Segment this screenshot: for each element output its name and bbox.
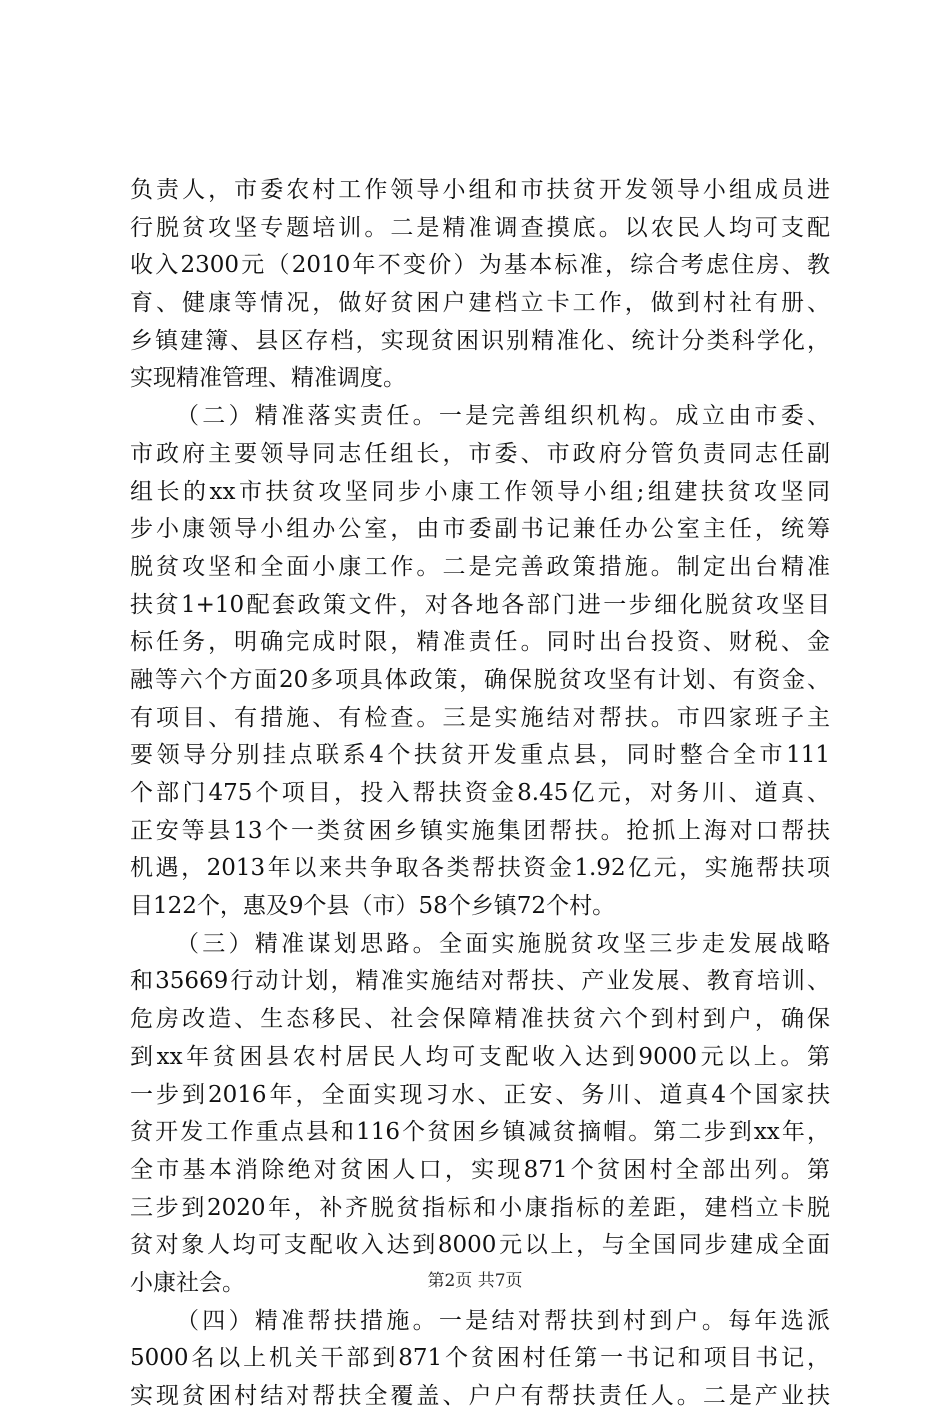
paragraph-heading-4: （四）精准帮扶措施。一是结对帮扶到村到户。每年选派 bbox=[176, 1307, 830, 1334]
text-line: 融等六个方面20多项具体政策，确保脱贫攻坚有计划、有资金、 bbox=[130, 666, 830, 693]
text-line: 小康社会。 bbox=[130, 1269, 245, 1296]
text-line: 行脱贫攻坚专题培训。二是精准调查摸底。以农民人均可支配 bbox=[130, 214, 830, 241]
text-line: 育、健康等情况，做好贫困户建档立卡工作，做到村社有册、 bbox=[130, 290, 830, 317]
document-body bbox=[130, 172, 830, 1416]
text-line: 收入2300元（2010年不变价）为基本标准，综合考虑住房、教 bbox=[130, 252, 830, 279]
text-line: 负责人，市委农村工作领导小组和市扶贫开发领导小组成员进 bbox=[130, 177, 830, 203]
text-line: 有项目、有措施、有检查。三是实施结对帮扶。市四家班子主 bbox=[130, 704, 830, 731]
text-line: 扶贫1+10配套政策文件，对各地各部门进一步细化脱贫攻坚目 bbox=[130, 591, 830, 618]
page-number: 第2页 共7页 bbox=[427, 1271, 523, 1291]
text-line: 乡镇建簿、县区存档，实现贫困识别精准化、统计分类科学化， bbox=[130, 327, 830, 354]
text-line: 全市基本消除绝对贫困人口，实现871个贫困村全部出列。第 bbox=[130, 1156, 830, 1183]
text-line: 标任务，明确完成时限，精准责任。同时出台投资、财税、金 bbox=[130, 629, 830, 656]
paragraph-heading-3: （三）精准谋划思路。全面实施脱贫攻坚三步走发展战略 bbox=[176, 930, 830, 957]
paragraph-heading-2: （二）精准落实责任。一是完善组织机构。成立由市委、 bbox=[176, 403, 830, 430]
text-line: 贫对象人均可支配收入达到8000元以上，与全国同步建成全面 bbox=[130, 1232, 830, 1259]
text-line: 脱贫攻坚和全面小康工作。二是完善政策措施。制定出台精准 bbox=[130, 553, 830, 580]
text-line: 三步到2020年，补齐脱贫指标和小康指标的差距，建档立卡脱 bbox=[130, 1194, 830, 1221]
text-line: 实现精准管理、精准调度。 bbox=[130, 365, 406, 392]
text-line: 贫开发工作重点县和116个贫困乡镇减贫摘帽。第二步到xx年， bbox=[130, 1119, 830, 1146]
text-line: 5000名以上机关干部到871个贫困村任第一书记和项目书记， bbox=[130, 1345, 830, 1372]
text-line: 目122个，惠及9个县（市）58个乡镇72个村。 bbox=[130, 893, 616, 920]
text-line: 一步到2016年，全面实现习水、正安、务川、道真4个国家扶 bbox=[130, 1081, 830, 1108]
text-line: 和35669行动计划，精准实施结对帮扶、产业发展、教育培训、 bbox=[130, 968, 830, 995]
text-line: 市政府主要领导同志任组长，市委、市政府分管负责同志任副 bbox=[130, 440, 830, 467]
text-line: 个部门475个项目，投入帮扶资金8.45亿元，对务川、道真、 bbox=[130, 780, 830, 806]
text-line: 到xx年贫困县农村居民人均可支配收入达到9000元以上。第 bbox=[130, 1043, 830, 1070]
text-line: 组长的xx市扶贫攻坚同步小康工作领导小组;组建扶贫攻坚同 bbox=[130, 478, 830, 505]
text-line: 要领导分别挂点联系4个扶贫开发重点县，同时整合全市111 bbox=[130, 742, 830, 769]
text-line: 正安等县13个一类贫困乡镇实施集团帮扶。抢抓上海对口帮扶 bbox=[130, 817, 830, 844]
text-line: 机遇，2013年以来共争取各类帮扶资金1.92亿元，实施帮扶项 bbox=[130, 855, 830, 882]
text-line: 危房改造、生态移民、社会保障精准扶贫六个到村到户，确保 bbox=[130, 1006, 830, 1033]
text-line: 步小康领导小组办公室，由市委副书记兼任办公室主任，统筹 bbox=[130, 516, 830, 543]
text-line: 实现贫困村结对帮扶全覆盖、户户有帮扶责任人。二是产业扶 bbox=[130, 1383, 830, 1409]
